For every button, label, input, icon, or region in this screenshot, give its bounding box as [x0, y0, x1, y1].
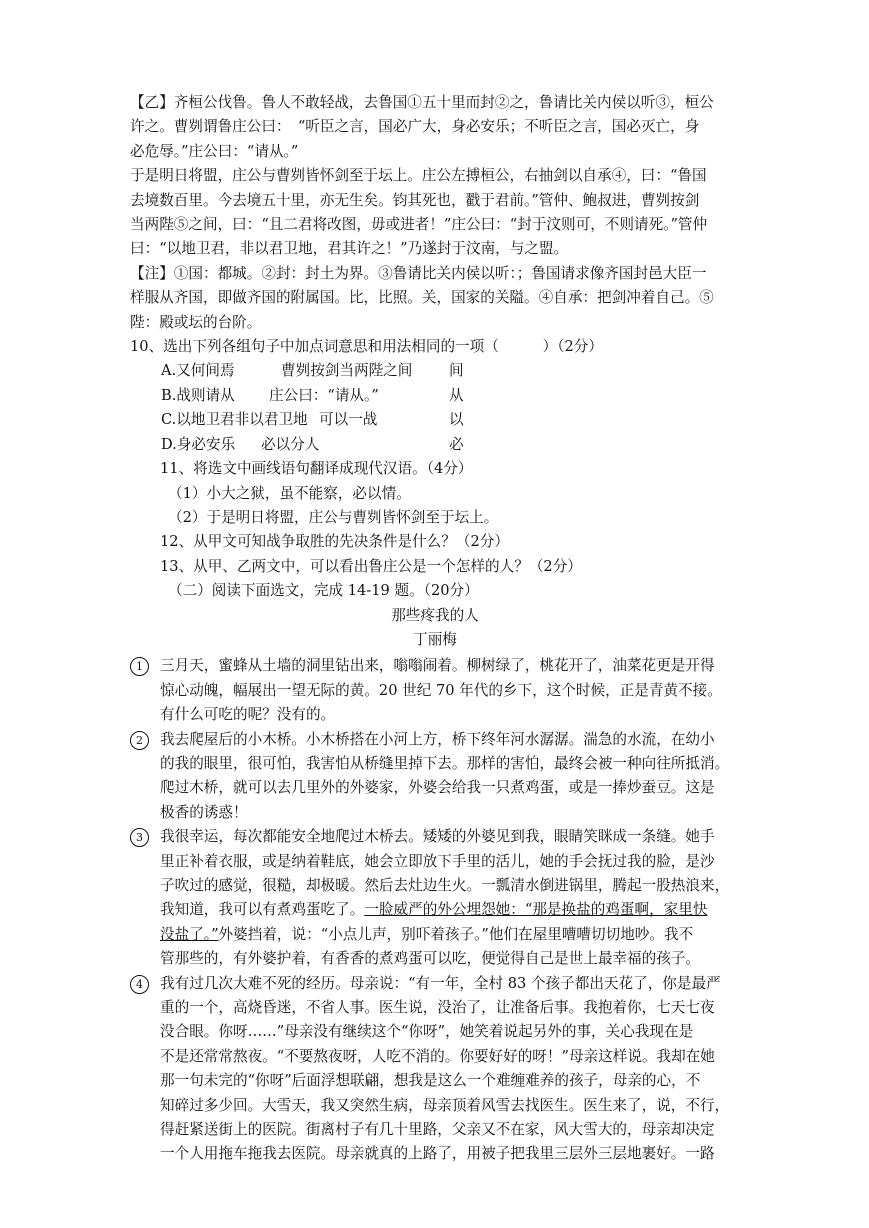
- question-stem: 10、选出下列各组句子中加点词意思和用法相同的一项（ ）（2分）: [130, 338, 603, 356]
- question-13: 13、从甲、乙两文中，可以看出鲁庄公是一个怎样的人？（2分）: [160, 557, 582, 575]
- plain-text: 我知道，我可以有煮鸡蛋吃了。: [160, 901, 365, 919]
- option-row: [130, 359, 740, 383]
- option-word: 从: [449, 386, 464, 404]
- option-text: B.战则请从: [161, 386, 235, 404]
- paragraph-number: 3: [130, 828, 149, 847]
- paragraph-line: 管那些的，有外婆护着，有香香的煮鸡蛋可以吃，便觉得自己是世上最幸福的孩子。: [160, 950, 700, 968]
- note-line: 【注】①国：都城。②封：封土为界。③鲁请比关内侯以听：；鲁国请求像齐国封邑大臣一: [130, 264, 707, 282]
- paragraph-line: 有什么可吃的呢？没有的。: [160, 706, 336, 724]
- passage-notes: [130, 262, 740, 335]
- option-compare: 可以一战: [319, 411, 378, 429]
- passage-line: 必危辱。”庄公曰：“请从。”: [130, 142, 299, 160]
- paragraph-number: 4: [130, 975, 149, 994]
- paragraph-line: 里正补着衣服，或是纳着鞋底，她会立即放下手里的活儿，她的手会抚过我的脸，是沙: [160, 852, 715, 870]
- paragraph-number: 2: [130, 731, 149, 750]
- passage-line: 去境数百里。今去境五十里，亦无生矣。钧其死也，戳于君前。”管仲、鲍叔进，曹刿按剑: [130, 191, 700, 209]
- article-title: 那些疼我的人: [391, 606, 479, 624]
- paragraph-line: 知碎过多少回。大雪天，我又突然生病，母亲顶着风雪去找医生。医生来了，说，不行，: [160, 1096, 730, 1114]
- paragraph-line: 那一句未完的“你呀”后面浮想联翩，想我是这么一个难缠难养的孩子，母亲的心，不: [160, 1072, 701, 1090]
- article-paragraph: [130, 825, 740, 971]
- passage-line: 当两陛⑤之间，曰：“且二君将改图，毋或进者！”庄公曰：“封于汶则可，不则请死。”管仲: [130, 216, 708, 234]
- passage-line: 【乙】齐桓公伐鲁。鲁人不敢轻战，去鲁国①五十里而封②之，鲁请比关内侯以听③，桓公: [130, 94, 714, 111]
- page-content: [130, 91, 740, 1167]
- question-stem: 11、将选文中画线语句翻译成现代汉语。（4分）: [160, 460, 473, 478]
- paragraph-line: 重的一个，高烧昏迷，不省人事。医生说，没治了，让准备后事。我抱着你，七天七夜: [160, 999, 715, 1017]
- option-text: C.以地卫君非以君卫地: [161, 411, 308, 429]
- option-word: 间: [449, 362, 464, 380]
- option-text: D.身必安乐: [161, 435, 236, 453]
- paragraph-line: 一个人用拖车拖我去医院。母亲就真的上路了，用被子把我里三层外三层地裹好。一路: [160, 1145, 715, 1163]
- option-row: [130, 408, 740, 432]
- paragraph-line: [160, 923, 740, 947]
- section-heading: （二）阅读下面选文，完成 14-19 题。（20分）: [168, 582, 479, 600]
- option-text: A.又何间焉: [161, 362, 235, 380]
- question-item: （2）于是明日将盟，庄公与曹刿皆怀剑至于坛上。: [168, 508, 499, 526]
- note-line: 陛：殿或坛的台阶。: [130, 313, 262, 331]
- underlined-text: 一脸威严的外公埋怨她：“那是换盐的鸡蛋啊，家里快: [364, 901, 708, 919]
- paragraph-line: 我很幸运，每次都能安全地爬过木桥去。矮矮的外婆见到我，眼睛笑眯成一条缝。她手: [160, 828, 715, 846]
- question-10: [130, 335, 740, 457]
- question-12: 12、从甲文可知战争取胜的先决条件是什么？（2分）: [160, 533, 509, 551]
- paragraph-line: 没合眼。你呀……”母亲没有继续这个“你呀”，她笑着说起另外的事，关心我现在是: [160, 1023, 694, 1041]
- plain-text: 外婆挡着，说：“小点儿声，别吓着孩子。”他们在屋里嘈嘈切切地吵。我不: [218, 925, 694, 943]
- option-compare: 庄公曰：“请从。”: [269, 386, 379, 404]
- paragraph-line: 三月天，蜜蜂从土墙的洞里钻出来，嗡嗡闹着。柳树绿了，桃花开了，油菜花更是开得: [160, 657, 715, 675]
- paragraph-number: 1: [130, 657, 149, 676]
- passage-line: 曰：“以地卫君，非以君卫地，君其许之！”乃遂封于汶南，与之盟。: [130, 240, 569, 258]
- option-compare: 必以分人: [261, 435, 320, 453]
- paragraph-line: 得赶紧送街上的医院。街离村子有几十里路，父亲又不在家，风大雪大的，母亲却决定: [160, 1121, 715, 1139]
- paragraph-line: 的我的眼里，很可怕，我害怕从桥缝里掉下去。那样的害怕，最终会被一种向往所抵消。: [160, 754, 730, 772]
- paragraph-line: 我有过几次大难不死的经历。母亲说：“有一年，全村 83 个孩子都出天花了，你是最严: [160, 974, 721, 992]
- article-paragraph: [130, 728, 740, 826]
- paragraph-line: 极香的诱惑！: [160, 803, 248, 821]
- passage-line: 许之。曹刿谓鲁庄公曰： “听臣之言，国必广大，身必安乐；不听臣之言，国必灭亡，身: [130, 118, 700, 136]
- option-word: 以: [449, 411, 464, 429]
- option-compare: 曹刿按剑当两陛之间: [281, 362, 413, 380]
- paragraph-line: 子吹过的感觉，很糙，却极暖。然后去灶边生火。一瓢清水倒进锅里，腾起一股热浪来，: [160, 877, 730, 894]
- option-word: 必: [449, 435, 464, 453]
- paragraph-line: 不是还常常熬夜。“不要熬夜呀，人吃不消的。你要好好的呀！”母亲这样说。我却在她: [160, 1047, 715, 1065]
- question-item: （1）小大之狱，虽不能察，必以情。: [168, 484, 411, 502]
- paragraph-line: 爬过木桥，就可以去几里外的外婆家，外婆会给我一只煮鸡蛋，或是一捧炒蚕豆。这是: [160, 779, 715, 797]
- passage-b: [130, 91, 740, 262]
- note-line: 样服从齐国，即做齐国的附属国。比，比照。关，国家的关隘。④自承：把剑冲着自己。⑤: [130, 289, 714, 307]
- article-paragraph: [130, 654, 740, 727]
- article-paragraph: [130, 972, 740, 1167]
- article-author: 丁丽梅: [413, 630, 457, 648]
- question-11: [130, 457, 740, 530]
- passage-line: 于是明日将盟，庄公与曹刿皆怀剑至于坛上。庄公左搏桓公，右抽剑以自承④，曰：“鲁国: [130, 167, 707, 185]
- option-row: [130, 433, 740, 457]
- paragraph-line: [160, 898, 740, 922]
- underlined-text: 没盐了。”: [160, 925, 219, 943]
- paragraph-line: 我去爬屋后的小木桥。小木桥搭在小河上方，桥下终年河水潺潺。湍急的水流，在幼小: [160, 730, 715, 748]
- option-row: [130, 384, 740, 408]
- paragraph-line: 惊心动魄，幅展出一望无际的黄。20 世纪 70 年代的乡下，这个时候，正是青黄不接。: [160, 681, 722, 699]
